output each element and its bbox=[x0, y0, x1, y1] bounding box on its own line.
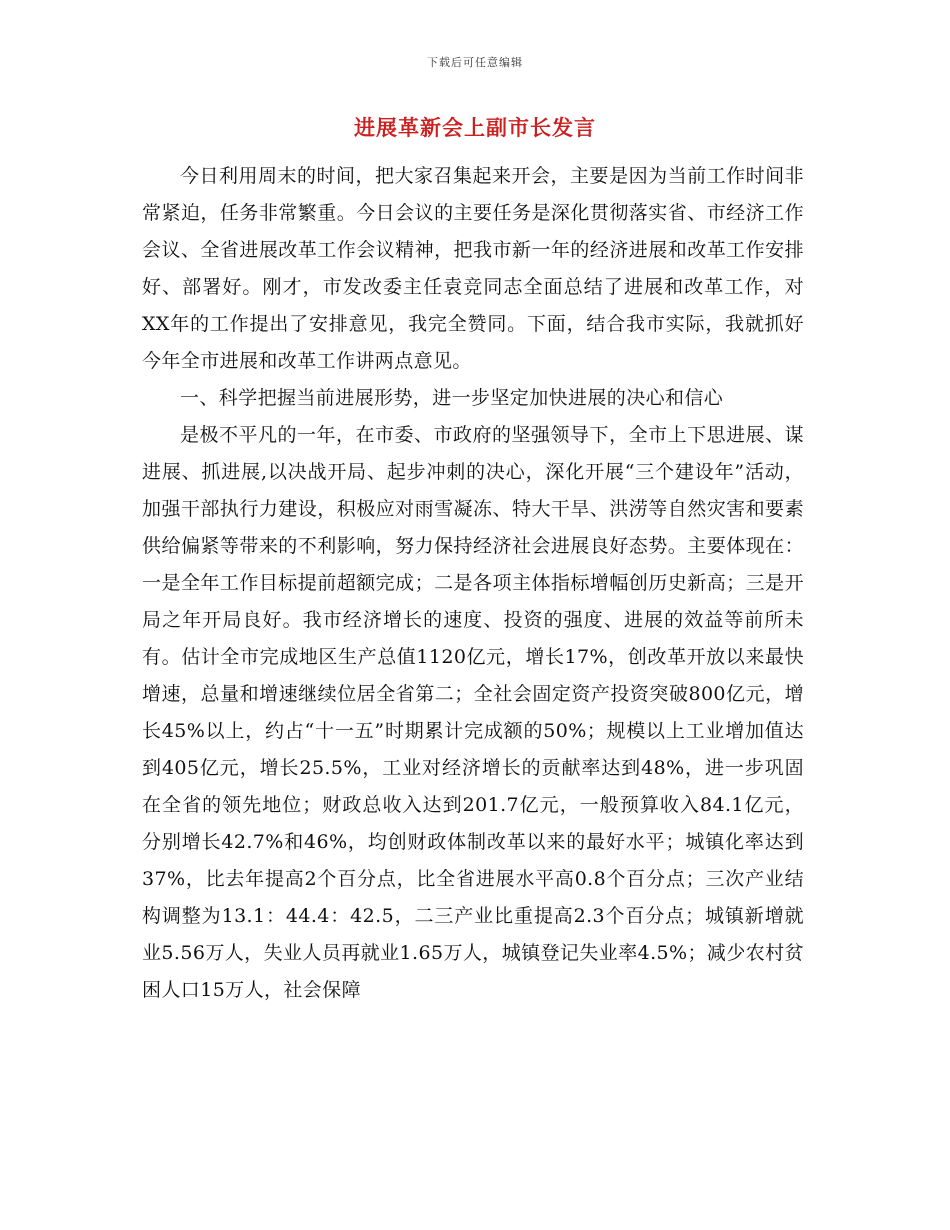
paragraph-section-heading: 一、科学把握当前进展形势，进一步坚定加快进展的决心和信心 bbox=[180, 387, 724, 409]
document-body bbox=[142, 158, 804, 1009]
page-header-note: 下载后可任意编辑 bbox=[427, 56, 523, 69]
document-title: 进展革新会上副市长发言 bbox=[354, 115, 596, 140]
paragraph-intro: 今日利用周末的时间，把大家召集起来开会，主要是因为当前工作时间非常紧迫，任务非常繁重。今日会议的主要任务是深化贯彻落实省、市经济工作会议、全省进展改革工作会议精神，把我市新一年的经济进展和改革工作安排好、部署好。刚才，市发改委主任袁竞同志全面总结了进展和改革工作，对XX年的工作提出了安排意见，我完全赞同。下面，结合我市实际，我就抓好今年全市进展和改革工作讲两点意见。 bbox=[142, 165, 804, 372]
paragraph-achievements: 是极不平凡的一年，在市委、市政府的坚强领导下，全市上下思进展、谋进展、抓进展,以决战开局、起步冲刺的决心，深化开展“三个建设年”活动，加强干部执行力建设，积极应对雨雪凝冻、特大干旱、洪涝等自然灾害和要素供给偏紧等带来的不利影响，努力保持经济社会进展良好态势。主要体现在：一是全年工作目标提前超额完成；二是各项主体指标增幅创历史新高；三是开局之年开局良好。我市经济增长的速度、投资的强度、进展的效益等前所未有。估计全市完成地区生产总值1120亿元，增长17%，创改革开放以来最快增速，总量和增速继续位居全省第二；全社会固定资产投资突破800亿元，增长45%以上，约占“十一五”时期累计完成额的50%；规模以上工业增加值达到405亿元，增长25.5%，工业对经济增长的贡献率达到48%，进一步巩固在全省的领先地位；财政总收入达到201.7亿元，一般预算收入84.1亿元，分别增长42.7%和46%，均创财政体制改革以来的最好水平；城镇化率达到37%，比去年提高2个百分点，比全省进展水平高0.8个百分点；三次产业结构调整为13.1：44.4：42.5，二三产业比重提高2.3个百分点；城镇新增就业5.56万人，失业人员再就业1.65万人，城镇登记失业率4.5%；减少农村贫困人口15万人，社会保障 bbox=[142, 424, 804, 1001]
